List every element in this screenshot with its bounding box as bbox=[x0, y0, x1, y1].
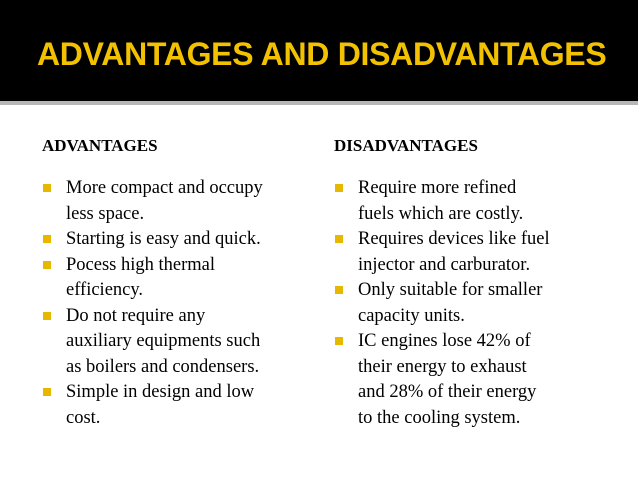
disadvantages-item-text-line: Requires devices like fuel bbox=[358, 229, 550, 249]
disadvantages-item-text-line: and 28% of their energy bbox=[358, 382, 537, 402]
advantages-heading: ADVANTAGES bbox=[42, 136, 158, 155]
square-bullet-icon bbox=[335, 235, 343, 243]
disadvantages-column bbox=[334, 136, 624, 431]
advantages-item-text-line: efficiency. bbox=[66, 280, 144, 300]
advantages-item-text-line: Simple in design and low bbox=[66, 382, 255, 402]
disadvantages-item bbox=[334, 329, 624, 431]
advantages-item-text-line: as boilers and condensers. bbox=[66, 356, 260, 377]
square-bullet-icon bbox=[43, 312, 51, 320]
disadvantages-item-text-line: Require more refined bbox=[358, 178, 517, 198]
advantages-item-text-line: Starting is easy and quick. bbox=[66, 229, 261, 249]
disadvantages-item bbox=[334, 278, 624, 329]
advantages-column bbox=[42, 136, 322, 431]
disadvantages-item-text-line: their energy to exhaust bbox=[358, 356, 527, 377]
disadvantages-item-text-line: to the cooling system. bbox=[358, 407, 521, 428]
disadvantages-item bbox=[334, 227, 624, 278]
square-bullet-icon bbox=[43, 261, 51, 269]
advantages-item-text-line: auxiliary equipments such bbox=[66, 331, 261, 351]
square-bullet-icon bbox=[43, 388, 51, 396]
square-bullet-icon bbox=[335, 286, 343, 294]
square-bullet-icon bbox=[43, 184, 51, 192]
advantages-item-text-line: cost. bbox=[66, 407, 101, 428]
square-bullet-icon bbox=[335, 337, 343, 345]
advantages-item bbox=[42, 380, 322, 431]
advantages-item bbox=[42, 253, 322, 304]
advantages-item bbox=[42, 227, 322, 253]
square-bullet-icon bbox=[335, 184, 343, 192]
disadvantages-item bbox=[334, 176, 624, 227]
slide-title: ADVANTAGES AND DISADVANTAGES bbox=[37, 36, 607, 72]
disadvantages-item-text-line: capacity units. bbox=[358, 305, 465, 326]
title-bar bbox=[0, 0, 638, 101]
advantages-item-text-line: Do not require any bbox=[66, 305, 206, 326]
disadvantages-heading: DISADVANTAGES bbox=[334, 136, 478, 155]
advantages-item bbox=[42, 304, 322, 381]
disadvantages-list bbox=[334, 176, 624, 431]
disadvantages-item-text-line: Only suitable for smaller bbox=[358, 280, 543, 300]
advantages-list bbox=[42, 176, 322, 431]
advantages-item-text-line: More compact and occupy bbox=[66, 178, 263, 198]
disadvantages-item-text-line: IC engines lose 42% of bbox=[358, 331, 531, 351]
disadvantages-item-text-line: injector and carburator. bbox=[358, 254, 531, 275]
advantages-item bbox=[42, 176, 322, 227]
advantages-item-text-line: Pocess high thermal bbox=[66, 254, 216, 275]
title-divider bbox=[0, 101, 638, 105]
advantages-item-text-line: less space. bbox=[66, 203, 145, 224]
square-bullet-icon bbox=[43, 235, 51, 243]
disadvantages-item-text-line: fuels which are costly. bbox=[358, 203, 524, 224]
